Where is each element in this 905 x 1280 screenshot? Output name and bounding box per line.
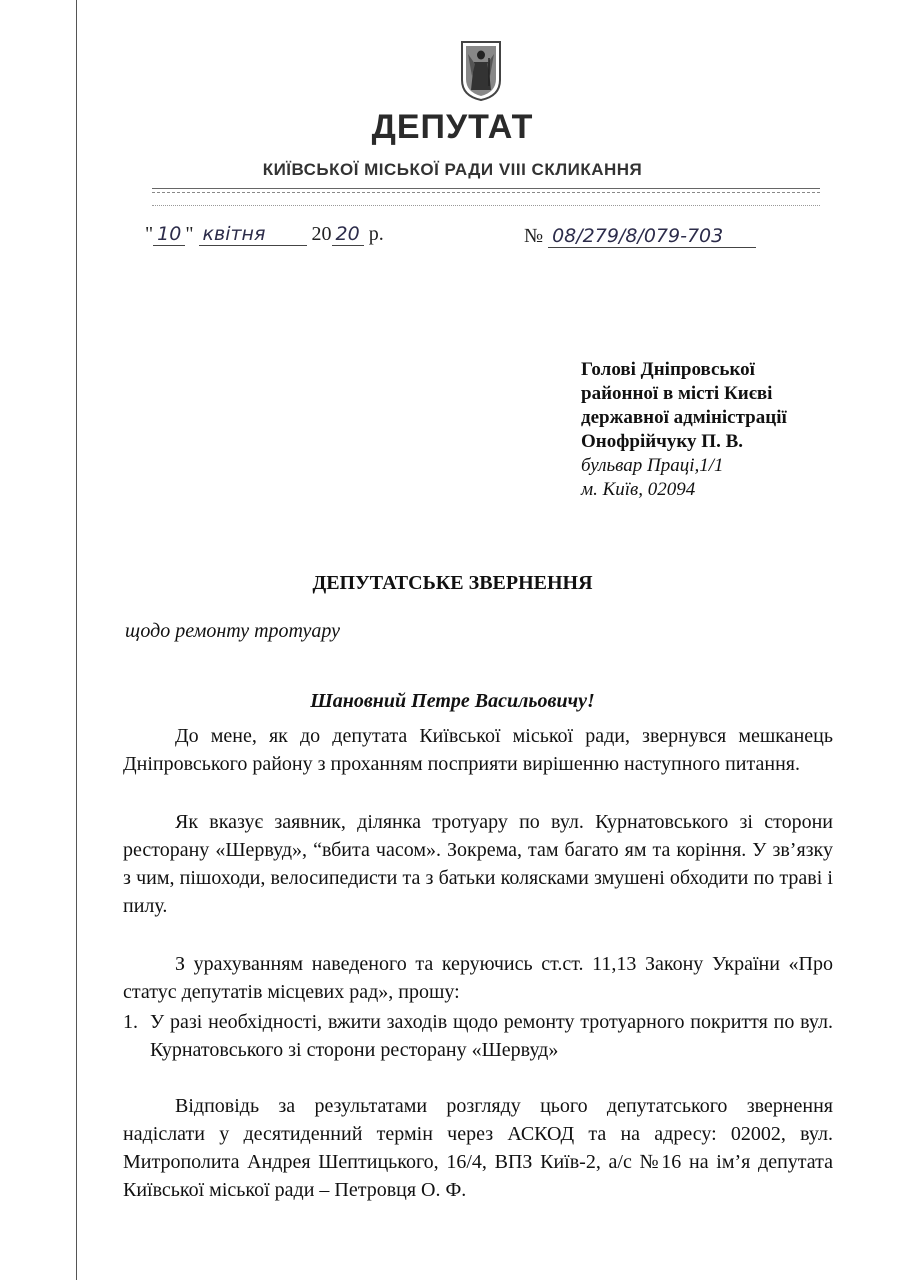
date-year-mark: р.: [368, 223, 384, 245]
body-paragraph: З урахуванням наведеного та керуючись ст.ст. 11,13 Закону України «Про статус депутатів місцевих рад», прошу:: [123, 953, 833, 1003]
header-divider-dotted: [152, 205, 820, 206]
document-subtitle: КИЇВСЬКОЇ МІСЬКОЇ РАДИ VIII СКЛИКАННЯ: [262, 160, 643, 179]
body-paragraph: Відповідь за результатами розгляду цього депутатського звернення надіслати у десятиденний термін через АСКОД та на адресу: 02002, вул. Митрополита Андрея Шептицького, 16/4, ВПЗ Київ-2, а/с №16 на ім’я депутата Київської міської ради – Петровця О. Ф.: [123, 1095, 833, 1201]
request-list: [123, 1008, 833, 1064]
reference-number-line: [524, 225, 756, 248]
recipient-line: Голові Дніпровської: [581, 359, 755, 380]
date-day: 10: [153, 223, 185, 246]
recipient-name: Онофрійчуку П. В.: [581, 431, 744, 452]
kyiv-crest-icon: [460, 40, 502, 102]
date-line: " 10 " квітня 20 20 р.: [145, 223, 384, 245]
body-paragraph: Як вказує заявник, ділянка тротуару по вул. Курнатовського зі сторони ресторану «Шервуд», “вбита часом». Зокрема, там багато ям та коріння. У зв’язку з чим, пішоходи, велосипедисти та з батьки колясками змушені обходити по траві і пилу.: [123, 811, 833, 917]
recipient-address: бульвар Праці,1/1: [581, 455, 724, 476]
reference-number: 08/279/8/079-703: [548, 225, 756, 248]
list-item-number: 1.: [123, 1011, 138, 1033]
date-year-suffix: 20: [332, 223, 364, 246]
salutation: Шановний Петре Васильовичу!: [310, 690, 595, 712]
header-divider-dashed: [152, 192, 820, 193]
list-item: [123, 1008, 833, 1064]
recipient-line: державної адміністрації: [581, 407, 787, 428]
appeal-heading: ДЕПУТАТСЬКЕ ЗВЕРНЕННЯ: [312, 572, 593, 594]
date-month: квітня: [199, 223, 307, 246]
date-year-prefix: 20: [311, 223, 332, 245]
recipient-line: районної в місті Києві: [581, 383, 773, 404]
header-divider: [152, 188, 820, 189]
recipient-city: м. Київ, 02094: [581, 479, 696, 500]
appeal-subject: щодо ремонту тротуару: [125, 620, 340, 642]
reference-prefix: №: [524, 225, 544, 247]
recipient-block: [581, 358, 787, 502]
list-item-text: У разі необхідності, вжити заходів щодо ремонту тротуарного покриття по вул. Курнатовського зі сторони ресторану «Шервуд»: [150, 1011, 833, 1061]
page-edge-line: [76, 0, 77, 1280]
document-title: ДЕПУТАТ: [371, 108, 534, 146]
body-paragraph: До мене, як до депутата Київської міської ради, звернувся мешканець Дніпровського району з проханням посприяти вирішенню наступного питання.: [123, 725, 833, 775]
